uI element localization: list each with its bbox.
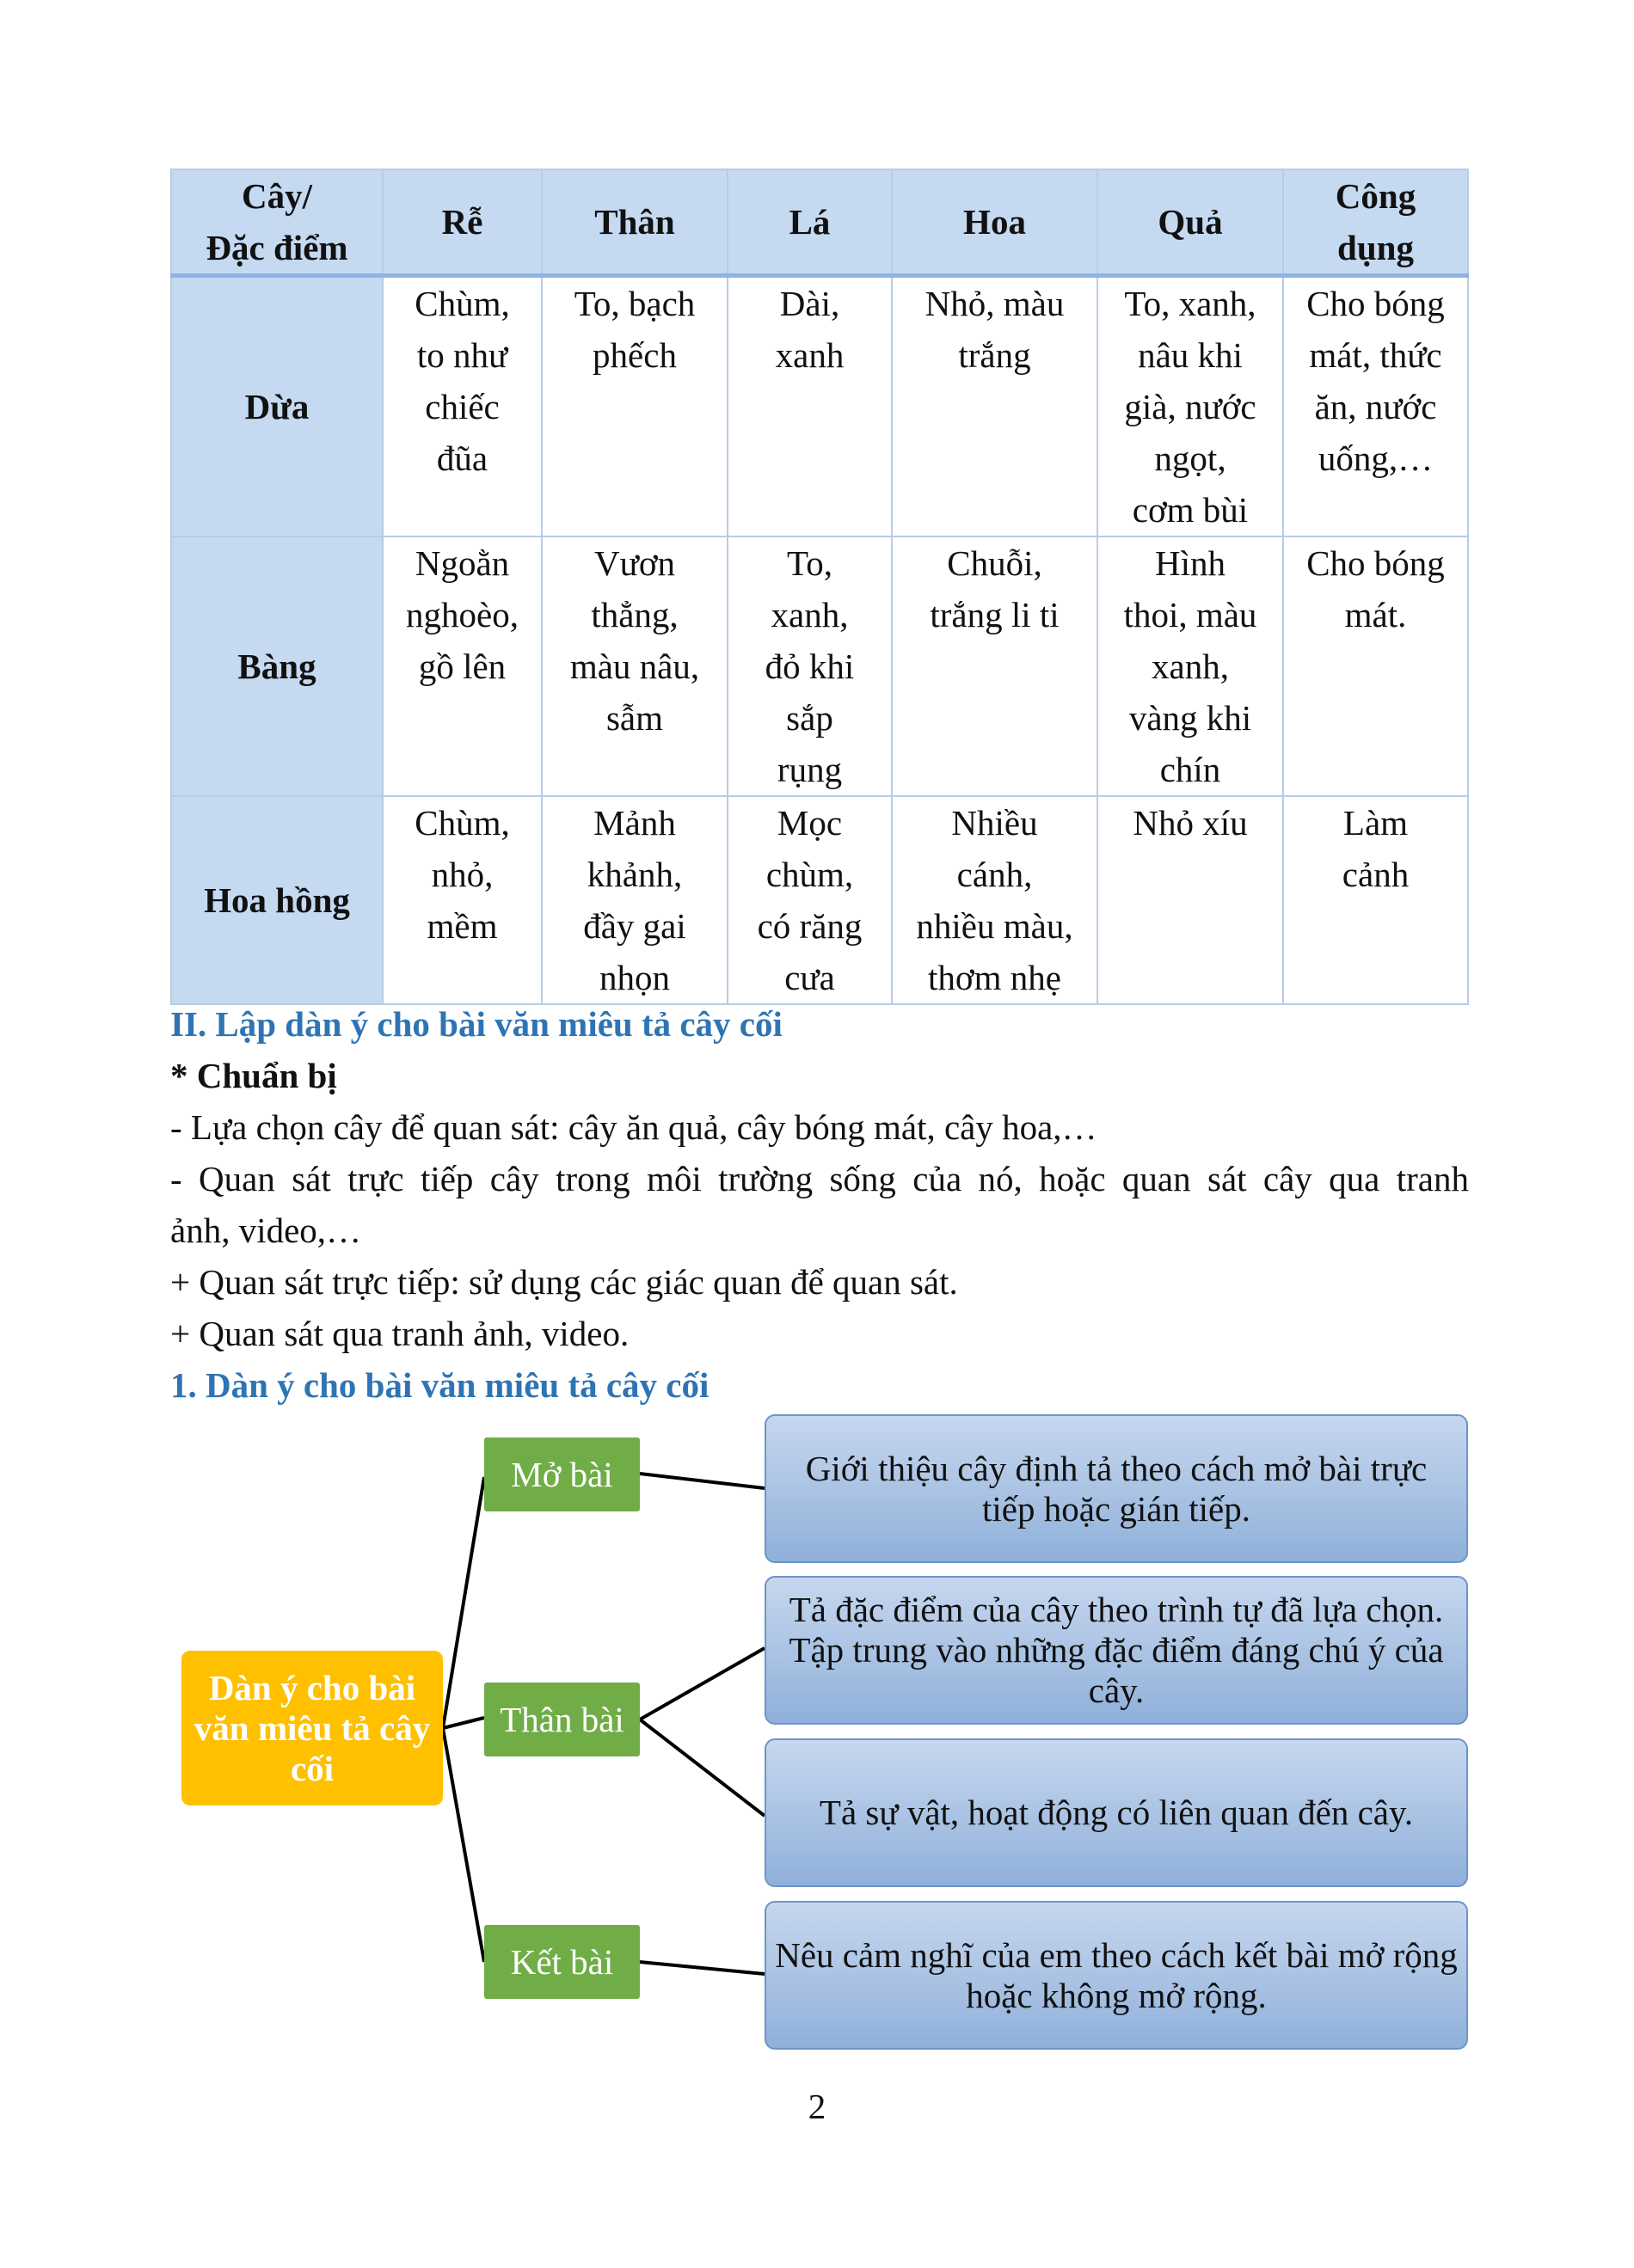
header-leaf: Lá bbox=[728, 169, 892, 276]
cell-line: Mảnh bbox=[593, 803, 676, 843]
cell-flower bbox=[892, 536, 1097, 796]
paragraph-line: - Quan sát trực tiếp cây trong môi trường sống của nó, hoặc quan sát cây qua tranh bbox=[170, 1159, 1469, 1198]
page-number: 2 bbox=[808, 2087, 826, 2126]
paragraph-line: ảnh, video,… bbox=[170, 1211, 362, 1250]
cell-line: thẳng, bbox=[591, 595, 679, 634]
connector-line bbox=[640, 1719, 765, 1816]
cell-line: Chùm, bbox=[415, 284, 510, 323]
cell-leaf bbox=[728, 276, 892, 537]
cell-line: nhỏ, bbox=[431, 855, 494, 894]
cell-line: To, bạch bbox=[574, 284, 696, 323]
row-name: Dừa bbox=[171, 276, 383, 537]
cell-line: chín bbox=[1159, 750, 1221, 789]
body-node: Thân bài bbox=[484, 1683, 640, 1756]
cell-line: mềm bbox=[427, 906, 498, 946]
cell-line: sẫm bbox=[605, 698, 664, 738]
cell-line: thoi, màu bbox=[1123, 595, 1257, 634]
header-root: Rễ bbox=[383, 169, 542, 276]
cell-line: Nhỏ xíu bbox=[1133, 803, 1248, 843]
header-fruit: Quả bbox=[1097, 169, 1283, 276]
connector-line bbox=[640, 1474, 765, 1488]
cell-line: rụng bbox=[777, 750, 843, 789]
row-name: Hoa hồng bbox=[171, 796, 383, 1004]
table-row bbox=[171, 276, 1468, 537]
connector-line bbox=[443, 1728, 484, 1962]
cell-line: To, bbox=[787, 543, 832, 583]
cell-line: Nhiều bbox=[951, 803, 1038, 843]
cell-line: nghoèo, bbox=[406, 595, 519, 634]
cell-line: màu nâu, bbox=[569, 647, 700, 686]
cell-root bbox=[383, 796, 542, 1004]
connector-line bbox=[443, 1477, 484, 1728]
cell-line: Cho bóng bbox=[1306, 543, 1445, 583]
cell-line: phếch bbox=[593, 335, 677, 375]
cell-line: nhọn bbox=[599, 958, 670, 997]
cell-line: mát, thức bbox=[1309, 335, 1442, 375]
connector-line bbox=[640, 1648, 765, 1719]
cell-trunk bbox=[542, 536, 728, 796]
cell-flower bbox=[892, 276, 1097, 537]
plant-characteristics-table bbox=[170, 169, 1469, 1005]
table-row bbox=[171, 536, 1468, 796]
cell-line: xanh, bbox=[771, 595, 849, 634]
header-trunk: Thân bbox=[542, 169, 728, 276]
cell-usage bbox=[1283, 796, 1468, 1004]
cell-line: Cho bóng bbox=[1306, 284, 1445, 323]
paragraph-line: - Lựa chọn cây để quan sát: cây ăn quả, cây bóng mát, cây hoa,… bbox=[170, 1107, 1097, 1147]
cell-line: Vươn bbox=[593, 543, 675, 583]
cell-line: vàng khi bbox=[1128, 698, 1252, 738]
cell-line: uống,… bbox=[1318, 438, 1434, 478]
table-row bbox=[171, 796, 1468, 1004]
cell-fruit bbox=[1097, 796, 1283, 1004]
paragraph-line: + Quan sát trực tiếp: sử dụng các giác quan để quan sát. bbox=[170, 1262, 958, 1302]
header-usage-line2: dụng bbox=[1337, 228, 1414, 267]
cell-line: Chùm, bbox=[415, 803, 510, 843]
cell-line: cảnh bbox=[1342, 855, 1410, 894]
header-plant-feature-line2: Đặc điểm bbox=[206, 228, 348, 267]
cell-line: cơm bùi bbox=[1132, 490, 1249, 530]
cell-line: ăn, nước bbox=[1314, 387, 1437, 426]
cell-trunk bbox=[542, 276, 728, 537]
cell-line: chiếc bbox=[425, 387, 500, 426]
cell-line: Dài, bbox=[779, 284, 840, 323]
row-name: Bàng bbox=[171, 536, 383, 796]
connector-line bbox=[443, 1718, 484, 1728]
cell-line: già, nước bbox=[1124, 387, 1256, 426]
cell-line: đầy gai bbox=[583, 906, 686, 946]
cell-line: đỏ khi bbox=[765, 647, 855, 686]
cell-line: Hình bbox=[1155, 543, 1226, 583]
header-plant-feature-line1: Cây/ bbox=[242, 176, 312, 216]
cell-line: trắng bbox=[958, 335, 1031, 375]
intro-node: Mở bài bbox=[484, 1437, 640, 1511]
cell-usage bbox=[1283, 536, 1468, 796]
cell-line: nâu khi bbox=[1138, 335, 1243, 375]
cell-line: Làm bbox=[1342, 803, 1409, 843]
header-usage-line1: Công bbox=[1335, 176, 1416, 216]
cell-line: chùm, bbox=[765, 855, 854, 894]
cell-line: Chuỗi, bbox=[947, 543, 1042, 583]
cell-line: Mọc bbox=[777, 803, 843, 843]
cell-line: xanh bbox=[775, 335, 845, 375]
cell-line: thơm nhẹ bbox=[928, 958, 1061, 997]
cell-line: có răng bbox=[757, 906, 863, 946]
cell-line: cưa bbox=[784, 958, 835, 997]
paragraph-line: + Quan sát qua tranh ảnh, video. bbox=[170, 1314, 630, 1353]
cell-line: sắp bbox=[786, 698, 833, 738]
cell-usage bbox=[1283, 276, 1468, 537]
cell-line: nhiều màu, bbox=[916, 906, 1073, 946]
cell-line: xanh, bbox=[1152, 647, 1229, 686]
cell-line: cánh, bbox=[956, 855, 1033, 894]
cell-fruit bbox=[1097, 276, 1283, 537]
outline-root-node: Dàn ý cho bài văn miêu tả cây cối bbox=[181, 1651, 443, 1805]
intro-description: Giới thiệu cây định tả theo cách mở bài trực tiếp hoặc gián tiếp. bbox=[765, 1414, 1468, 1563]
conclusion-description: Nêu cảm nghĩ của em theo cách kết bài mở rộng hoặc không mở rộng. bbox=[765, 1901, 1468, 2050]
subsection-heading: 1. Dàn ý cho bài văn miêu tả cây cối bbox=[170, 1365, 710, 1405]
cell-line: khảnh, bbox=[587, 855, 683, 894]
cell-root bbox=[383, 276, 542, 537]
cell-line: đũa bbox=[436, 438, 488, 478]
cell-flower bbox=[892, 796, 1097, 1004]
cell-trunk bbox=[542, 796, 728, 1004]
body-description-1: Tả đặc điểm của cây theo trình tự đã lựa chọn. Tập trung vào những đặc điểm đáng chú ý của cây. bbox=[765, 1576, 1468, 1725]
cell-line: ngọt, bbox=[1154, 438, 1226, 478]
connector-line bbox=[640, 1962, 765, 1974]
cell-leaf bbox=[728, 536, 892, 796]
cell-root bbox=[383, 536, 542, 796]
cell-leaf bbox=[728, 796, 892, 1004]
cell-line: to như bbox=[416, 335, 508, 375]
cell-line: gồ lên bbox=[418, 647, 507, 686]
cell-line: trắng li ti bbox=[930, 595, 1060, 634]
body-description-2: Tả sự vật, hoạt động có liên quan đến cây. bbox=[765, 1738, 1468, 1887]
prep-heading: * Chuẩn bị bbox=[170, 1056, 337, 1095]
header-plant-feature bbox=[171, 169, 383, 276]
table-header-row bbox=[171, 169, 1468, 276]
conclusion-node: Kết bài bbox=[484, 1925, 640, 1999]
cell-line: mát. bbox=[1344, 595, 1407, 634]
section-heading: II. Lập dàn ý cho bài văn miêu tả cây cối bbox=[170, 1004, 783, 1044]
header-flower: Hoa bbox=[892, 169, 1097, 276]
header-usage bbox=[1283, 169, 1468, 276]
cell-line: To, xanh, bbox=[1124, 284, 1256, 323]
cell-line: Nhỏ, màu bbox=[924, 284, 1065, 323]
cell-line: Ngoằn bbox=[415, 543, 510, 583]
cell-fruit bbox=[1097, 536, 1283, 796]
